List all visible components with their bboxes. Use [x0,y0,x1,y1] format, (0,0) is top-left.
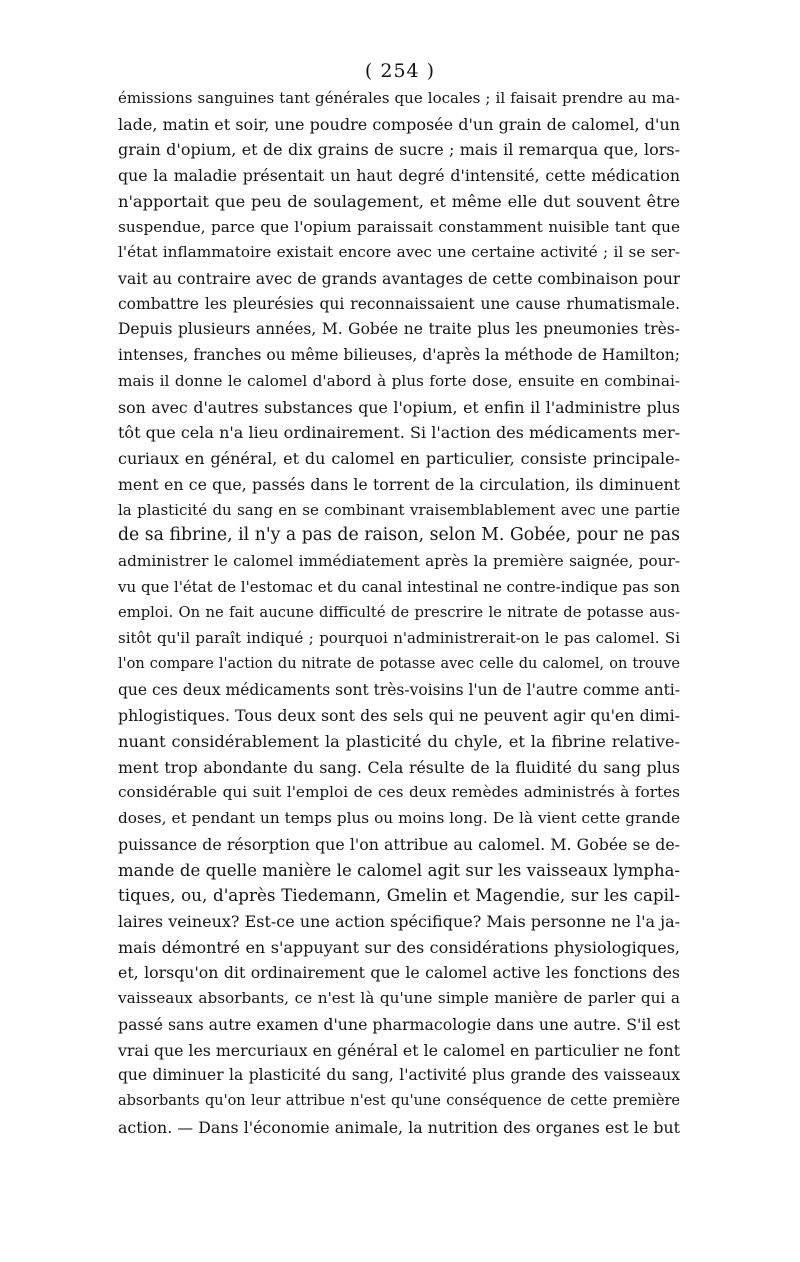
text-line: émissions sanguines tant générales que locales ; il faisait prendre au ma- [118,89,680,107]
text-line: l'on compare l'action du nitrate de potasse avec celle du calomel, on trouve [118,655,680,672]
text-line: considérable qui suit l'emploi de ces deux remèdes administrés à fortes [118,783,680,802]
page-number: ( 254 ) [364,60,436,82]
text-line: phlogistiques. Tous deux sont des sels qui ne peuvent agir qu'en dimi- [118,706,680,726]
text-line: nuant considérablement la plasticité du chyle, et la fibrine relative- [118,731,680,751]
text-line: intenses, franches ou même bilieuses, d'après la méthode de Hamilton; [118,346,680,365]
text-line: grain d'opium, et de dix grains de sucre ; mais il remarqua que, lors- [118,140,680,160]
text-line: Depuis plusieurs années, M. Gobée ne traite plus les pneumonies très- [118,320,680,339]
text-line: n'apportait que peu de soulagement, et même elle dut souvent être [118,191,680,211]
text-line: que la maladie présentait un haut degré d'intensité, cette médication [118,166,680,186]
text-line: vrai que les mercuriaux en général et le calomel en particulier ne font [118,1040,680,1060]
text-line: curiaux en général, et du calomel en particulier, consiste principale- [118,449,680,469]
text-line: son avec d'autres substances que l'opium, et enfin il l'administre plus [118,397,680,417]
text-line: vait au contraire avec de grands avantages de cette combinaison pour [118,269,680,289]
text-line: l'état inflammatoire existait encore avec une certaine activité ; il se ser- [118,243,680,262]
text-line: absorbants qu'on leur attribue n'est qu'une conséquence de cette première [118,1093,680,1110]
text-line: action. — Dans l'économie animale, la nutrition des organes est le but [118,1117,680,1137]
text-line: que ces deux médicaments sont très-voisins l'un de l'autre comme anti- [118,680,680,699]
text-line: emploi. On ne fait aucune difficulté de prescrire le nitrate de potasse aus- [118,604,680,622]
text-line: puissance de résorption que l'on attribue au calomel. M. Gobée se de- [118,834,680,854]
text-line: mais démontré en s'appuyant sur des considérations physiologiques, [118,937,680,957]
text-line: ment en ce que, passés dans le torrent de la circulation, ils diminuent [118,474,680,494]
text-line: de sa fibrine, il n'y a pas de raison, selon M. Gobée, pour ne pas [118,525,680,546]
text-line: lade, matin et soir, une poudre composée d'un grain de calomel, d'un [118,114,680,134]
text-line: mais il donne le calomel d'abord à plus forte dose, ensuite en combinai- [118,371,680,390]
text-line: vaisseaux absorbants, ce n'est là qu'une simple manière de parler qui a [118,989,680,1008]
text-line: vu que l'état de l'estomac et du canal intestinal ne contre-indique pas son [118,577,680,596]
text-line: administrer le calomel immédiatement après la première saignée, pour- [118,551,680,570]
text-line: combattre les pleurésies qui reconnaissaient une cause rhumatismale. [118,294,680,313]
text-line: passé sans autre examen d'une pharmacologie dans une autre. S'il est [118,1014,680,1034]
text-line: suspendue, parce que l'opium paraissait constamment nuisible tant que [118,217,680,236]
text-line: la plasticité du sang en se combinant vraisemblablement avec une partie [118,500,680,519]
text-line: mande de quelle manière le calomel agit sur les vaisseaux lympha- [118,860,680,880]
body-text [118,86,680,1140]
text-line: et, lorsqu'on dit ordinairement que le calomel active les fonctions des [118,963,680,983]
text-line: tôt que cela n'a lieu ordinairement. Si l'action des médicaments mer- [118,423,680,443]
text-line: doses, et pendant un temps plus ou moins long. De là vient cette grande [118,809,680,828]
text-line: sitôt qu'il paraît indiqué ; pourquoi n'administrerait-on le pas calomel. Si [118,629,680,648]
text-line: ment trop abondante du sang. Cela résulte de la fluidité du sang plus [118,757,680,777]
text-line: tiques, ou, d'après Tiedemann, Gmelin et Magendie, sur les capil- [118,885,680,906]
text-line: que diminuer la plasticité du sang, l'activité plus grande des vaisseaux [118,1066,680,1085]
text-line: laires veineux? Est-ce une action spécifique? Mais personne ne l'a ja- [118,912,680,931]
